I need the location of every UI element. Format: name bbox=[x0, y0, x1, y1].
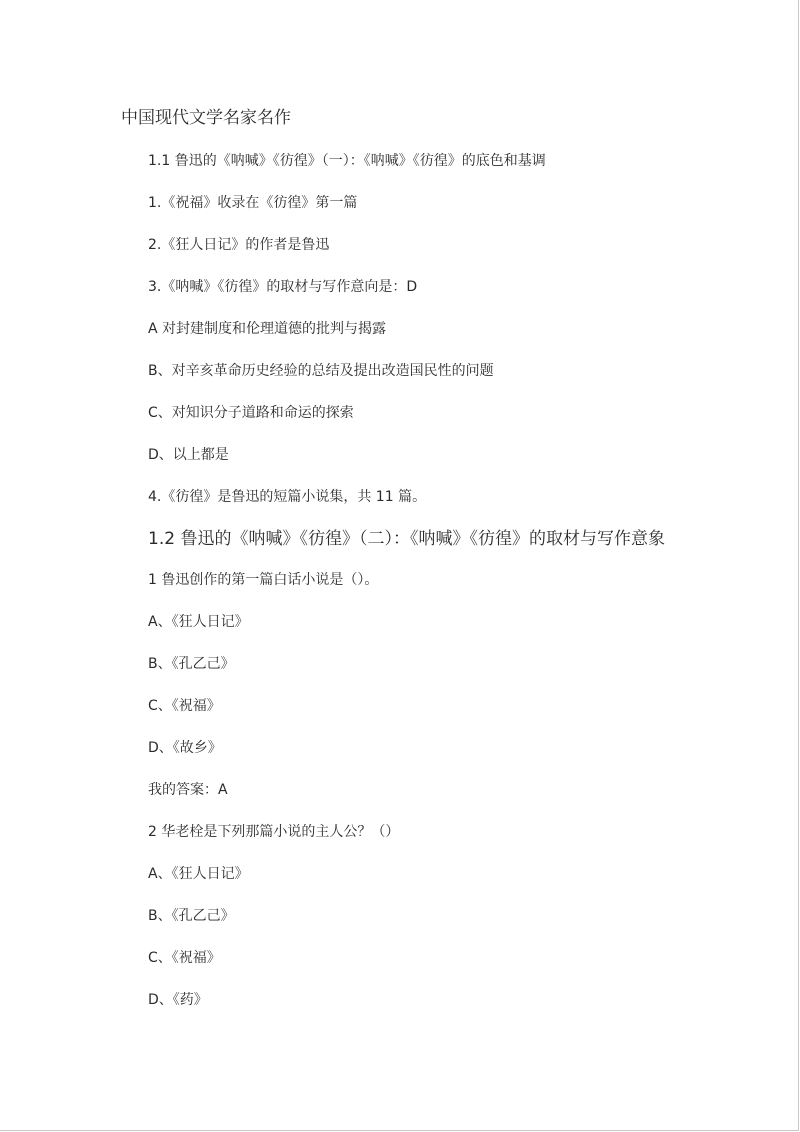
question-line: 2 华老栓是下列那篇小说的主人公？（） bbox=[148, 824, 400, 840]
option-line: C、《祝福》 bbox=[148, 698, 221, 714]
text-line: 2.《狂人日记》的作者是鲁迅 bbox=[148, 237, 330, 253]
option-line: A、《狂人日记》 bbox=[148, 614, 249, 630]
option-line: C、《祝福》 bbox=[148, 950, 221, 966]
option-line: C、对知识分子道路和命运的探索 bbox=[148, 405, 354, 421]
option-line: D、以上都是 bbox=[148, 447, 229, 463]
option-line: A 对封建制度和伦理道德的批判与揭露 bbox=[148, 321, 387, 337]
text-line: 1.《祝福》收录在《彷徨》第一篇 bbox=[148, 195, 358, 211]
section-heading-1-1: 1.1 鲁迅的《呐喊》《彷徨》（一）：《呐喊》《彷徨》的底色和基调 bbox=[148, 153, 546, 169]
question-line: 3.《呐喊》《彷徨》的取材与写作意向是：D bbox=[148, 279, 418, 295]
text-line: 4.《彷徨》是鲁迅的短篇小说集，共 11 篇。 bbox=[148, 489, 427, 505]
option-line: A、《狂人日记》 bbox=[148, 866, 249, 882]
question-line: 1 鲁迅创作的第一篇白话小说是（）。 bbox=[148, 572, 379, 588]
option-line: D、《故乡》 bbox=[148, 740, 222, 756]
option-line: B、《孔乙己》 bbox=[148, 656, 235, 672]
option-line: B、对辛亥革命历史经验的总结及提出改造国民性的问题 bbox=[148, 363, 494, 379]
option-line: B、《孔乙己》 bbox=[148, 908, 235, 924]
option-line: D、《药》 bbox=[148, 992, 208, 1008]
section-heading-1-2: 1.2 鲁迅的《呐喊》《彷徨》（二）：《呐喊》《彷徨》的取材与写作意象 bbox=[148, 529, 665, 549]
document-title: 中国现代文学名家名作 bbox=[121, 108, 291, 128]
answer-line: 我的答案：A bbox=[148, 782, 228, 798]
